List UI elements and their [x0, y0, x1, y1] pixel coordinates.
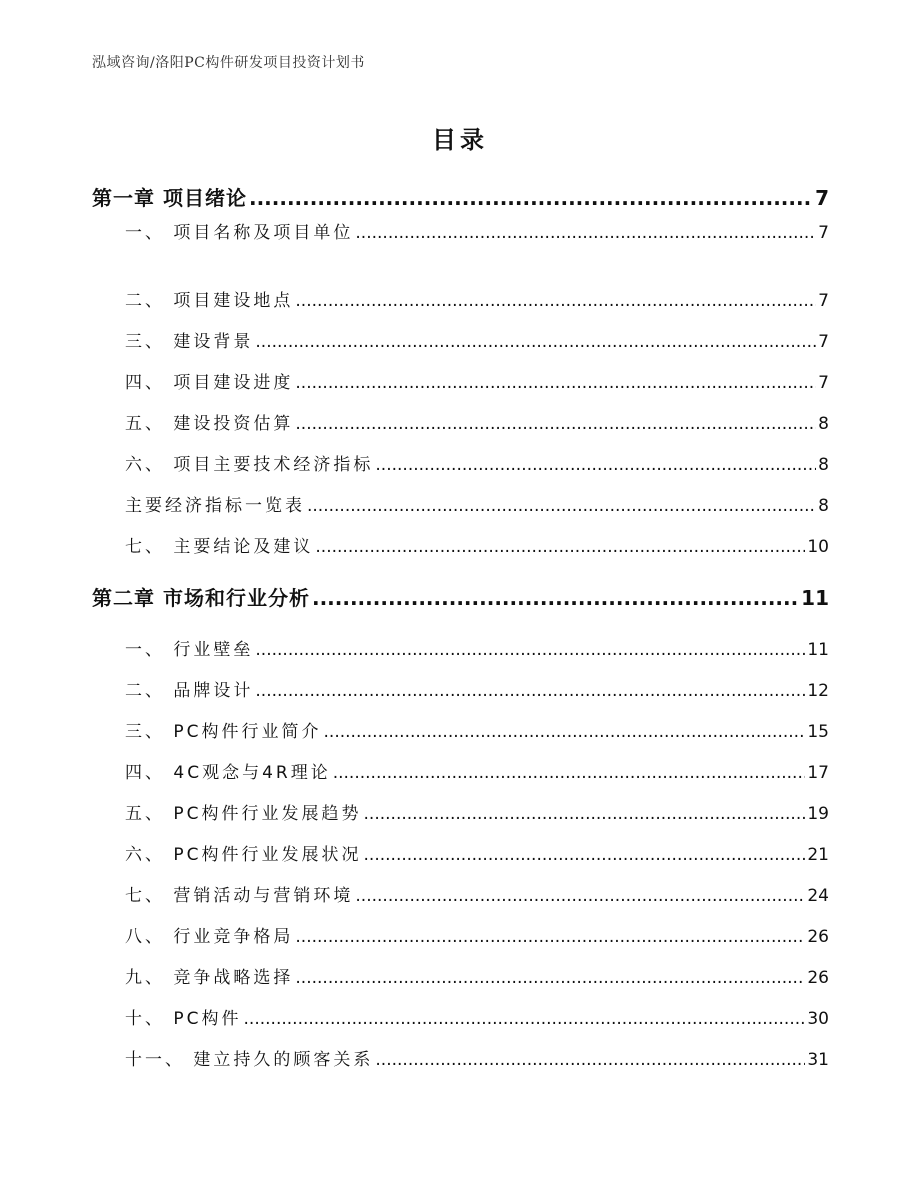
dot-leader	[355, 223, 816, 243]
toc-page-number: 19	[807, 804, 829, 824]
toc-page-number: 8	[818, 414, 829, 434]
toc-entry-label: 六、 PC构件行业发展状况	[125, 845, 362, 865]
toc-page-number: 11	[801, 586, 829, 610]
toc-section-entry[interactable]	[125, 922, 829, 947]
toc-chapter-entry[interactable]	[92, 182, 829, 211]
page-title: 目录	[432, 126, 488, 154]
dot-leader	[315, 537, 805, 557]
dot-leader	[364, 804, 806, 824]
toc-page-number: 24	[807, 886, 829, 906]
toc-entry-label: 主要经济指标一览表	[125, 496, 305, 516]
toc-entry-label: 一、 项目名称及项目单位	[125, 223, 354, 243]
toc-entry-label: 九、 竞争战略选择	[125, 968, 294, 988]
toc-section-entry[interactable]	[125, 635, 829, 660]
toc-entry-label: 一、 行业壁垒	[125, 640, 254, 660]
toc-entry-label: 三、 PC构件行业简介	[125, 722, 322, 742]
toc-section-entry[interactable]	[125, 327, 829, 352]
toc-section-entry[interactable]	[125, 409, 829, 434]
dot-leader	[244, 1009, 806, 1029]
dot-leader	[324, 722, 806, 742]
toc-entry-label: 八、 行业竞争格局	[125, 927, 294, 947]
toc-page-number: 21	[807, 845, 829, 865]
toc-section-entry[interactable]	[125, 532, 829, 557]
toc-page-number: 7	[815, 186, 829, 210]
toc-page-number: 12	[807, 681, 829, 701]
toc-entry-label: 十、 PC构件	[125, 1009, 242, 1029]
toc-section-entry[interactable]	[125, 450, 829, 475]
toc-entry-label: 三、 建设背景	[125, 332, 254, 352]
dot-leader	[312, 586, 799, 610]
running-header: 泓域咨询/洛阳PC构件研发项目投资计划书	[92, 55, 365, 71]
toc-page-number: 31	[807, 1050, 829, 1070]
toc-page-number: 8	[818, 496, 829, 516]
toc-section-entry[interactable]	[125, 286, 829, 311]
toc-page-number: 7	[818, 332, 829, 352]
toc-entry-label: 第二章 市场和行业分析	[92, 586, 310, 610]
toc-section-entry[interactable]	[125, 799, 829, 824]
toc-chapter-entry[interactable]	[92, 582, 829, 611]
toc-entry-label: 五、 PC构件行业发展趋势	[125, 804, 362, 824]
toc-page-number: 15	[807, 722, 829, 742]
toc-section-entry[interactable]	[125, 881, 829, 906]
dot-leader	[375, 1050, 805, 1070]
toc-section-entry[interactable]	[125, 1045, 829, 1070]
toc-entry-label: 七、 营销活动与营销环境	[125, 886, 354, 906]
toc-page-number: 11	[807, 640, 829, 660]
toc-entry-label: 七、 主要结论及建议	[125, 537, 314, 557]
toc-entry-label: 五、 建设投资估算	[125, 414, 294, 434]
toc-section-entry[interactable]	[125, 218, 829, 243]
toc-entry-label: 六、 项目主要技术经济指标	[125, 455, 374, 475]
toc-entry-label: 四、 4C观念与4R理论	[125, 763, 331, 783]
dot-leader	[255, 681, 805, 701]
dot-leader	[255, 640, 805, 660]
dot-leader	[295, 414, 816, 434]
dot-leader	[249, 186, 813, 210]
toc-entry-label: 十一、 建立持久的顾客关系	[125, 1050, 374, 1070]
toc-section-entry[interactable]	[125, 1004, 829, 1029]
dot-leader	[355, 886, 805, 906]
dot-leader	[295, 968, 805, 988]
dot-leader	[295, 927, 805, 947]
toc-page-number: 26	[807, 927, 829, 947]
toc-entry-label: 第一章 项目绪论	[92, 186, 247, 210]
toc-section-entry[interactable]	[125, 491, 829, 516]
toc-page-number: 26	[807, 968, 829, 988]
dot-leader	[295, 291, 816, 311]
dot-leader	[333, 763, 806, 783]
toc-entry-label: 二、 品牌设计	[125, 681, 254, 701]
toc-page-number: 30	[807, 1009, 829, 1029]
toc-section-entry[interactable]	[125, 717, 829, 742]
dot-leader	[307, 496, 816, 516]
toc-page-number: 7	[818, 223, 829, 243]
toc-section-entry[interactable]	[125, 840, 829, 865]
dot-leader	[295, 373, 816, 393]
toc-section-entry[interactable]	[125, 758, 829, 783]
dot-leader	[364, 845, 806, 865]
dot-leader	[375, 455, 816, 475]
dot-leader	[255, 332, 816, 352]
toc-entry-label: 四、 项目建设进度	[125, 373, 294, 393]
toc-page-number: 17	[807, 763, 829, 783]
toc-entry-label: 二、 项目建设地点	[125, 291, 294, 311]
toc-section-entry[interactable]	[125, 963, 829, 988]
toc-page-number: 10	[807, 537, 829, 557]
toc-section-entry[interactable]	[125, 368, 829, 393]
toc-page-number: 7	[818, 373, 829, 393]
toc-section-entry[interactable]	[125, 676, 829, 701]
toc-page-number: 7	[818, 291, 829, 311]
toc-page-number: 8	[818, 455, 829, 475]
